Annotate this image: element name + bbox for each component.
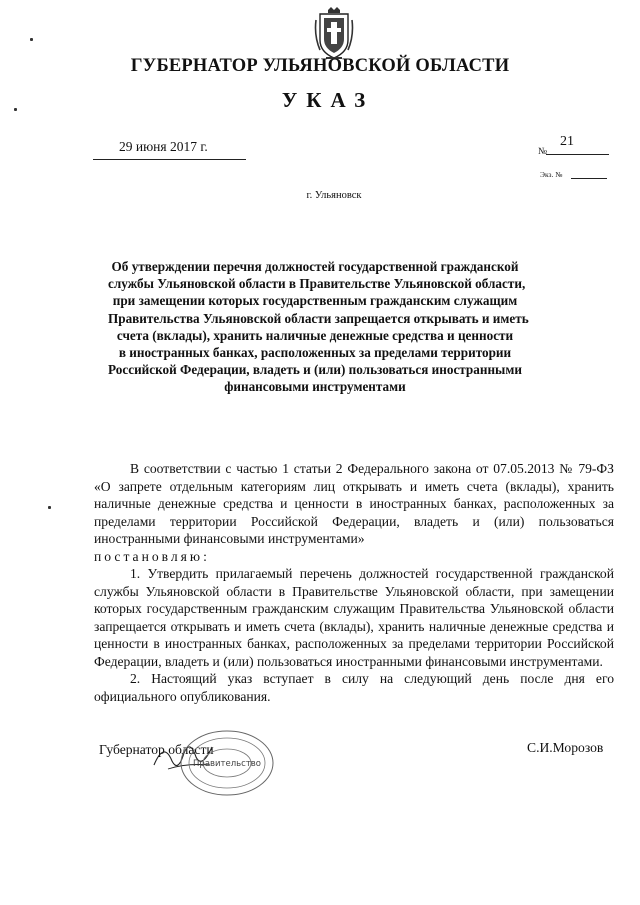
coat-of-arms-icon bbox=[314, 6, 354, 62]
city-name: г. Ульяновск bbox=[306, 190, 362, 201]
official-stamp bbox=[177, 728, 277, 798]
date-underline bbox=[93, 159, 246, 160]
stamp-seal-icon bbox=[177, 728, 277, 798]
scan-artifact bbox=[30, 38, 33, 41]
heading-line: счета (вклады), хранить наличные денежные средства и ценности bbox=[116, 327, 514, 343]
decree-number: 21 bbox=[560, 134, 574, 149]
heading-line: финансовыми инструментами bbox=[224, 379, 406, 395]
signatory-name: С.И.Морозов bbox=[527, 740, 604, 755]
copy-number-label: Экз. № bbox=[540, 170, 563, 179]
document-type-title: УКАЗ bbox=[281, 88, 375, 112]
scan-artifact bbox=[14, 108, 17, 111]
signatory-position: Губернатор области bbox=[99, 742, 214, 757]
preamble-paragraph: В соответствии с частью 1 статьи 2 Федерального закона от 07.05.2013 № 79-ФЗ «О запрете отдельным категориям лиц открывать и иметь счета (вклады), хранить наличные денежные средства и ценности в иностранных банках, расположенных за пределами территории Российской Федерации, владеть и (или) пользоваться иностранными финансовыми инструментами» bbox=[94, 461, 614, 546]
heading-line: Правительства Ульяновской области запрещается открывать и иметь bbox=[108, 310, 529, 326]
heading-line: при замещении которых государственным гражданским служащим bbox=[112, 293, 518, 309]
number-underline bbox=[546, 154, 609, 155]
stamp-text: Правительство bbox=[193, 759, 261, 769]
heading-line: службы Ульяновской области в Правительстве Ульяновской области, bbox=[108, 276, 526, 292]
decree-heading bbox=[108, 258, 529, 396]
resolve-word: постановляю: bbox=[94, 548, 210, 564]
heading-line: Российской Федерации, владеть и (или) пользоваться иностранными bbox=[108, 362, 522, 378]
copy-number-underline bbox=[571, 178, 607, 179]
scan-artifact bbox=[48, 506, 51, 509]
item-1-paragraph: 1. Утвердить прилагаемый перечень должностей государственной гражданской службы Ульяновской области в Правительстве Ульяновской области, при замещении которых государственным гражданским служащим Правительства Ульяновской области запрещается открывать и иметь счета (вклады), хранить наличные денежные средства и ценности в иностранных банках, расположенных за пределами территории Российской Федерации, владеть и (или) пользоваться иностранными финансовыми инструментами. bbox=[94, 566, 614, 669]
decree-body bbox=[94, 460, 614, 705]
item-2-paragraph: 2. Настоящий указ вступает в силу на следующий день после дня его официального опубликования. bbox=[94, 671, 614, 704]
authority-title: ГУБЕРНАТОР УЛЬЯНОВСКОЙ ОБЛАСТИ bbox=[130, 56, 510, 76]
heading-line: Об утверждении перечня должностей государственной гражданской bbox=[111, 259, 519, 274]
heading-line: в иностранных банках, расположенных за пределами территории bbox=[118, 345, 512, 361]
number-prefix: № bbox=[538, 147, 548, 157]
decree-date: 29 июня 2017 г. bbox=[119, 139, 208, 154]
